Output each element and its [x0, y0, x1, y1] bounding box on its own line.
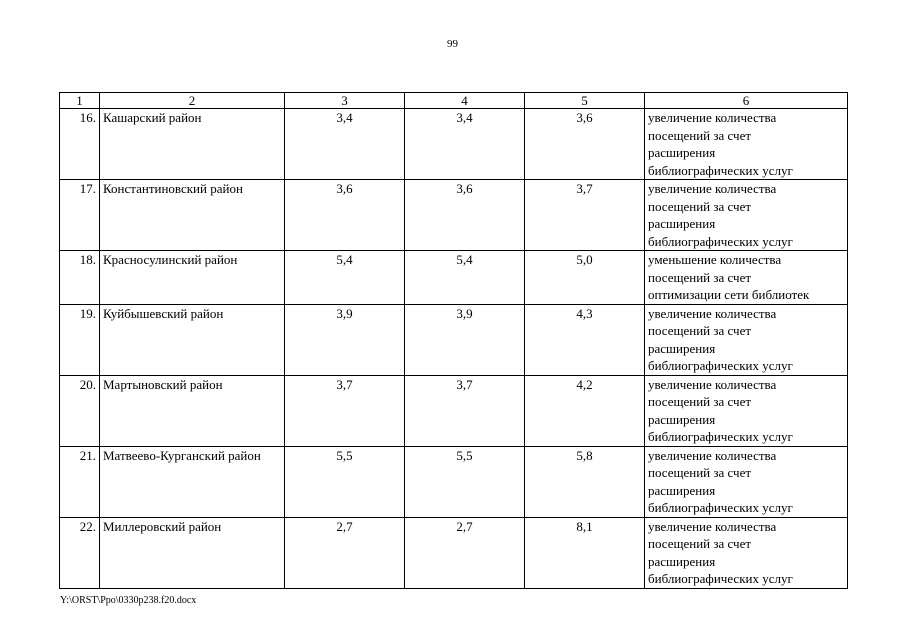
- value-col-3: 3,6: [285, 180, 405, 251]
- table-row: [60, 517, 848, 588]
- table-header-row: [60, 93, 848, 109]
- value-col-4: 3,4: [405, 109, 525, 180]
- description-line: расширения: [648, 411, 716, 427]
- row-number: 16.: [60, 109, 100, 180]
- description: [645, 446, 848, 517]
- description-line: увеличение количества: [648, 305, 777, 321]
- district-name: Константиновский район: [100, 180, 285, 251]
- header-cell-5: 5: [525, 93, 645, 109]
- description-line: расширения: [648, 340, 716, 356]
- value-col-5: 3,6: [525, 109, 645, 180]
- description-line: библиографических услуг: [648, 358, 793, 373]
- table-row: [60, 304, 848, 375]
- header-cell-6: 6: [645, 93, 848, 109]
- district-name: Кашарский район: [100, 109, 285, 180]
- value-col-4: 3,7: [405, 375, 525, 446]
- description-line: посещений за счет: [648, 269, 752, 285]
- district-name: Красносулинский район: [100, 251, 285, 305]
- description-line: расширения: [648, 216, 716, 231]
- description-line: библиографических услуг: [648, 429, 793, 444]
- value-col-4: 2,7: [405, 517, 525, 588]
- description-line: увеличение количества: [648, 518, 777, 534]
- district-name: Матвеево-Курганский район: [100, 446, 285, 517]
- district-name: Миллеровский район: [100, 517, 285, 588]
- description: [645, 109, 848, 180]
- row-number: 17.: [60, 180, 100, 251]
- description: [645, 375, 848, 446]
- description-line: библиографических услуг: [648, 162, 793, 178]
- row-number: 22.: [60, 517, 100, 588]
- header-cell-2: 2: [100, 93, 285, 109]
- district-name: Куйбышевский район: [100, 304, 285, 375]
- value-col-5: 4,3: [525, 304, 645, 375]
- description-line: увеличение количества: [648, 181, 777, 196]
- row-number: 20.: [60, 375, 100, 446]
- description-line: расширения: [648, 482, 716, 498]
- description-line: оптимизации сети библиотек: [648, 287, 810, 302]
- table-row: [60, 375, 848, 446]
- description-line: посещений за счет: [648, 394, 752, 409]
- value-col-4: 3,6: [405, 180, 525, 251]
- header-cell-3: 3: [285, 93, 405, 109]
- description-line: посещений за счет: [648, 465, 752, 480]
- value-col-5: 5,8: [525, 446, 645, 517]
- table-row: [60, 180, 848, 251]
- value-col-3: 3,9: [285, 304, 405, 375]
- description-line: уменьшение количества: [648, 252, 782, 267]
- value-col-4: 5,4: [405, 251, 525, 305]
- value-col-4: 5,5: [405, 446, 525, 517]
- page-number: 99: [447, 38, 458, 50]
- description-line: посещений за счет: [648, 323, 752, 338]
- row-number: 19.: [60, 304, 100, 375]
- row-number: 21.: [60, 446, 100, 517]
- description-line: библиографических услуг: [648, 500, 793, 515]
- description-line: расширения: [648, 145, 716, 160]
- description-line: увеличение количества: [648, 447, 777, 463]
- value-col-5: 5,0: [525, 251, 645, 305]
- table-row: [60, 251, 848, 305]
- data-table: [59, 92, 848, 589]
- description-line: увеличение количества: [648, 110, 777, 125]
- value-col-3: 5,4: [285, 251, 405, 305]
- description-line: посещений за счет: [648, 198, 752, 214]
- description-line: увеличение количества: [648, 376, 777, 392]
- description-line: посещений за счет: [648, 536, 752, 551]
- district-name: Мартыновский район: [100, 375, 285, 446]
- value-col-4: 3,9: [405, 304, 525, 375]
- description-line: расширения: [648, 553, 716, 569]
- description: [645, 304, 848, 375]
- file-path-footer: Y:\ORST\Ppo\0330p238.f20.docx: [60, 595, 197, 606]
- description-line: посещений за счет: [648, 127, 752, 143]
- value-col-3: 5,5: [285, 446, 405, 517]
- value-col-3: 3,7: [285, 375, 405, 446]
- description-line: библиографических услуг: [648, 233, 793, 249]
- value-col-5: 4,2: [525, 375, 645, 446]
- value-col-5: 3,7: [525, 180, 645, 251]
- table-row: [60, 446, 848, 517]
- description-line: библиографических услуг: [648, 571, 793, 586]
- value-col-3: 2,7: [285, 517, 405, 588]
- value-col-3: 3,4: [285, 109, 405, 180]
- header-cell-4: 4: [405, 93, 525, 109]
- description: [645, 251, 848, 305]
- description: [645, 517, 848, 588]
- table-row: [60, 109, 848, 180]
- value-col-5: 8,1: [525, 517, 645, 588]
- header-cell-1: 1: [60, 93, 100, 109]
- description: [645, 180, 848, 251]
- table-body: [60, 109, 848, 589]
- row-number: 18.: [60, 251, 100, 305]
